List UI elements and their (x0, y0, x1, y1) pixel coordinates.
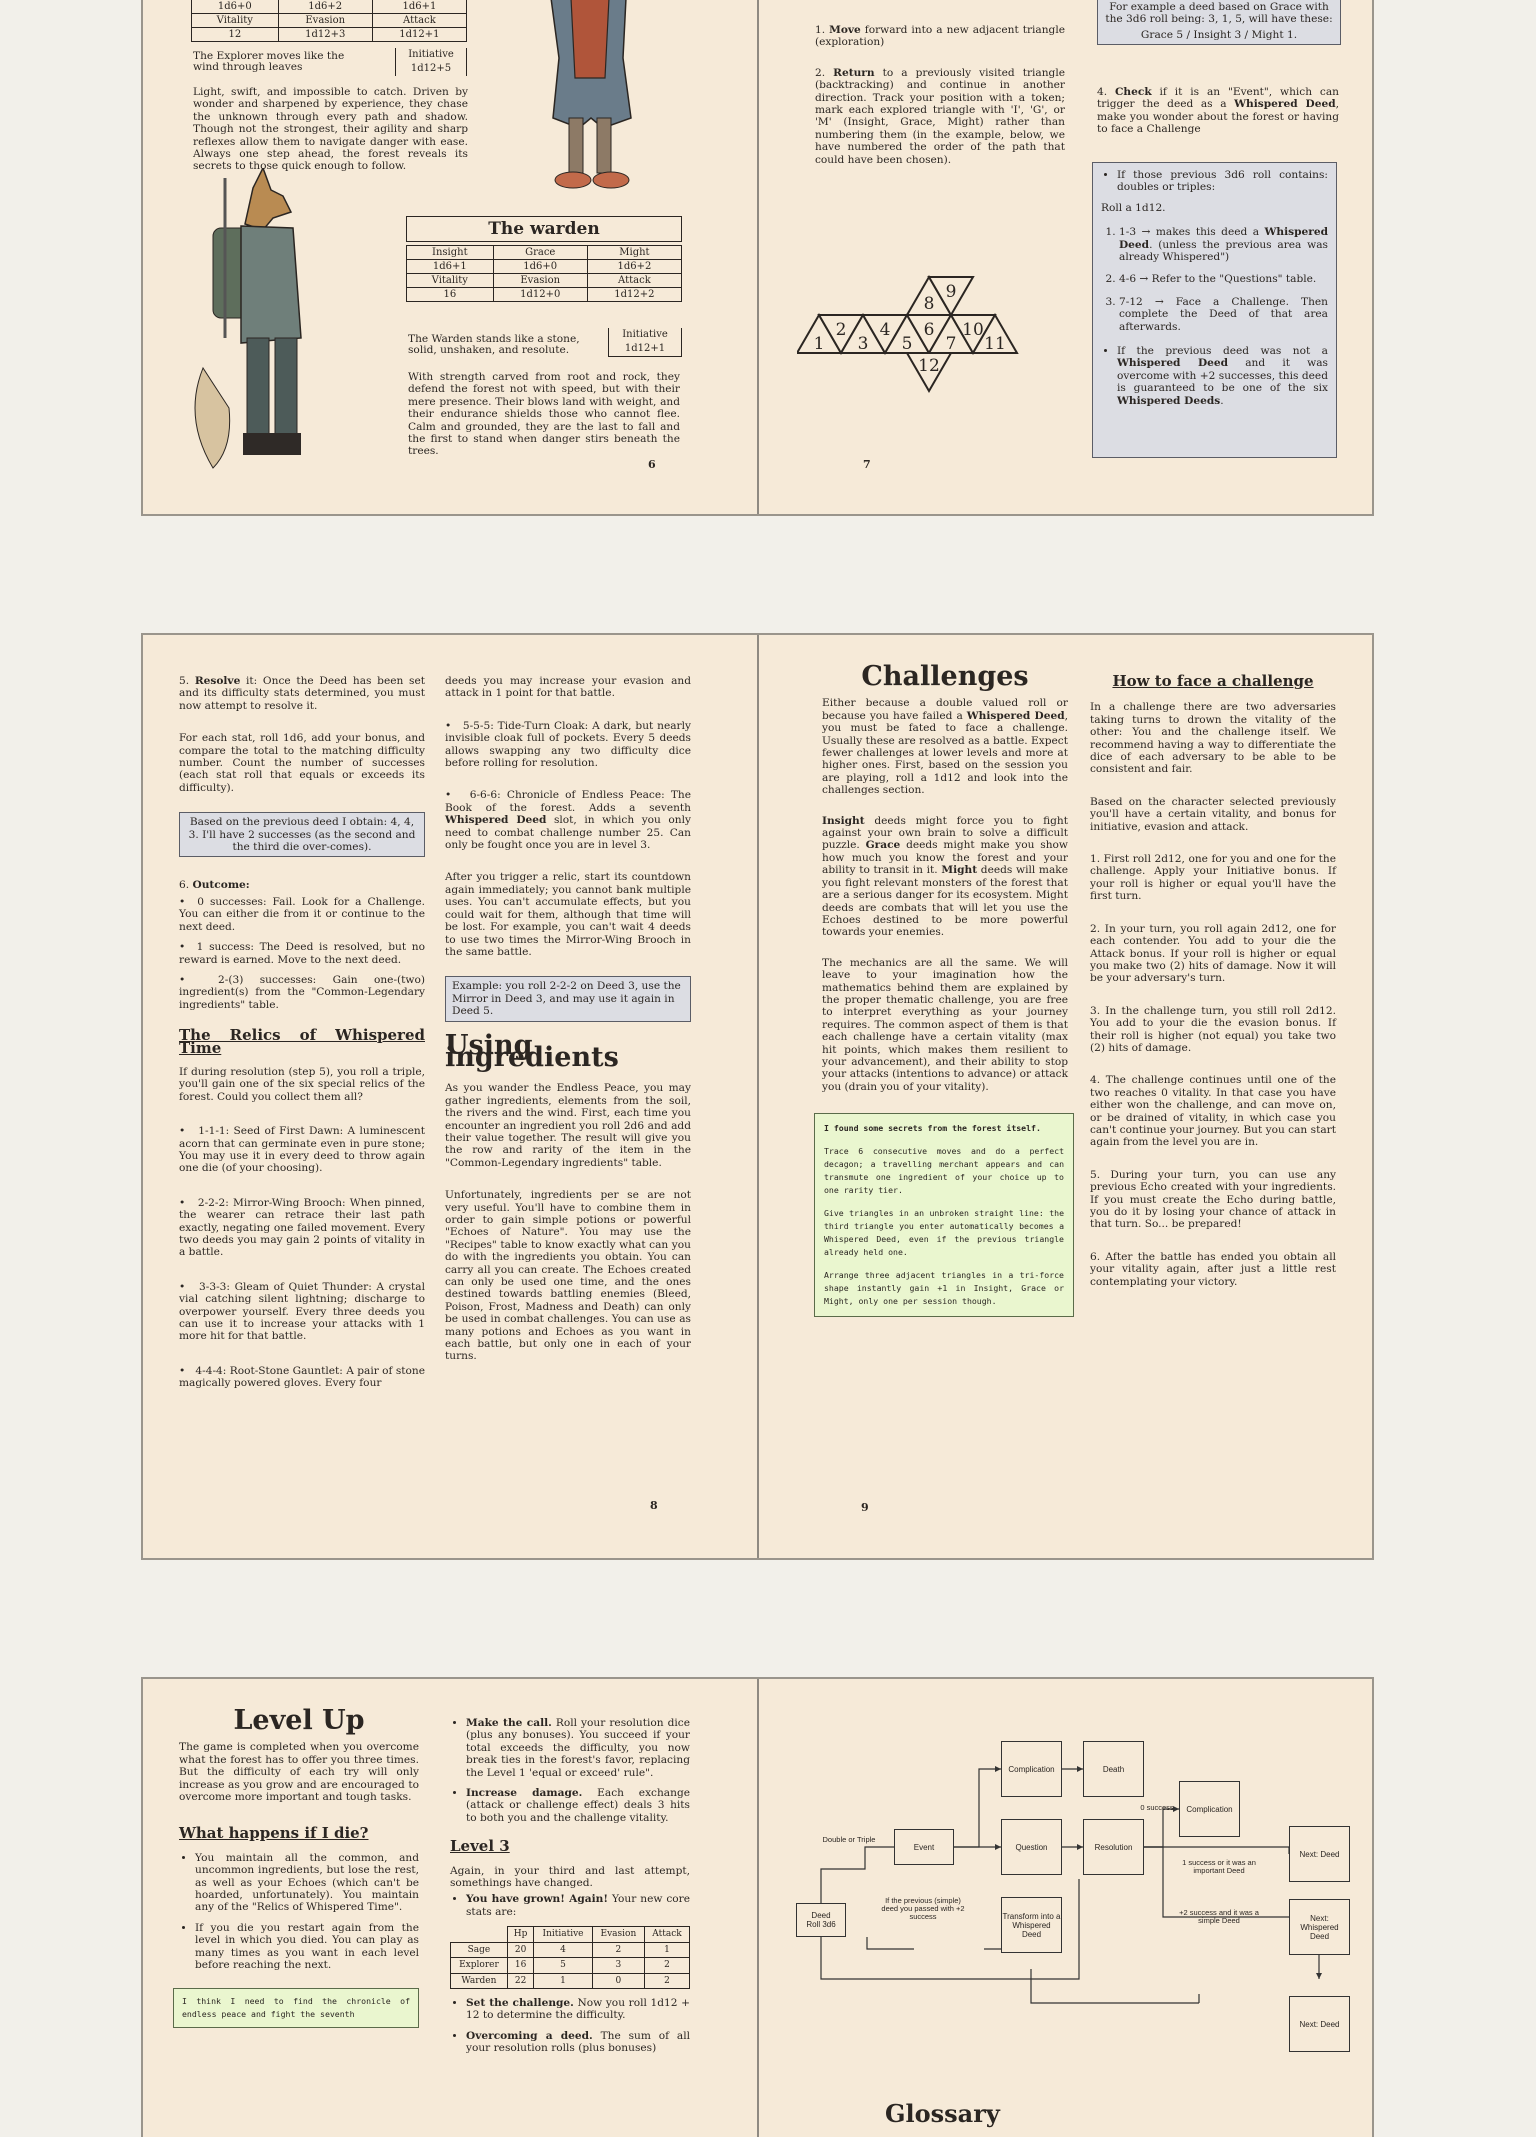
rule-keyword: Whispered Deeds (1117, 394, 1221, 407)
table-cell: 3 (592, 1958, 644, 1973)
rule-keyword: Make the call. (466, 1717, 552, 1729)
zero-success-label: 0 success (1140, 1803, 1174, 1812)
triangle-label: 12 (918, 356, 940, 376)
step-keyword: Resolve (194, 675, 241, 687)
table-cell: Sage (451, 1942, 508, 1957)
table-row (451, 1942, 690, 1957)
rule-text: 7-12 → Face a Challenge. Then complete the Deed of that area afterwards. (1119, 295, 1328, 333)
paragraph: In a challenge there are two adversaries taking turns to drown the vitality of the other: You and the challenge itself. We recommend having a way to differentiate the dice of each adversary to be able to be consistent and fair. (1090, 701, 1336, 776)
note-text: Arrange three adjacent triangles in a tri-force shape instantly gain +1 in Insight, Grace or Might, only one per session though. (824, 1270, 1064, 1307)
rule-keyword: You have grown! Again! (466, 1893, 609, 1906)
text: Either because a double valued roll or because you have failed a (822, 697, 1068, 722)
relic-example-box: Example: you roll 2-2-2 on Deed 3, use the Mirror in Deed 3, and may use it again in Deed 5. (445, 976, 691, 1021)
relic-text: 5-5-5: Tide-Turn Cloak: A dark, but nearly invisible cloak full of pockets. Every 5 deeds allows swapping any two difficulty dice before rolling for resolution. (445, 719, 691, 770)
one-success-label: 1 success or it was an important Deed (1182, 1858, 1256, 1875)
stat-cell: Vitality (192, 14, 279, 28)
relic-text: 1-1-1: Seed of First Dawn: A luminescent acorn that can germinate even in pure stone; You may use it in every deed to throw again one die (of your choosing). (179, 1125, 425, 1175)
rule-item (1119, 273, 1328, 285)
relic-item: • 1-1-1: Seed of First Dawn: A luminescent acorn that can germinate even in pure stone; You may use it in every deed to throw again one die (of your choosing). (179, 1125, 425, 1175)
rule-text: The sum of all your resolution rolls (plus bonuses) (466, 2029, 690, 2055)
page10-column-2 (450, 1717, 690, 2063)
explorer-illustration (531, 0, 651, 208)
step-number: 6. (179, 879, 190, 892)
successes-example-box: Based on the previous deed I obtain: 4, 4, 3. I'll have 2 successes (as the second and the third die over-comes). (179, 812, 425, 857)
level-rule (466, 2030, 690, 2055)
stat-cell: 1d6+0 (192, 0, 279, 14)
warden-title: The warden (406, 216, 682, 242)
resolution-node: Resolution (1083, 1819, 1144, 1875)
keyword: Insight (822, 814, 865, 827)
keyword: Grace (865, 839, 901, 852)
question-node: Question (1001, 1819, 1062, 1875)
challenge-step: 1. First roll 2d12, one for you and one for the challenge. Apply your Initiative bonus. If your roll is higher or equal you'll have the first turn. (1090, 853, 1336, 903)
explorer-description: Light, swift, and impossible to catch. Driven by wonder and sharpened by experience, they chase the unknown through every path and shadow. Though not the strongest, their agility and sharp reflexes allow them to navigate danger with ease. Always one step ahead, the forest reveals its secrets to those quick enough to follow. (193, 86, 468, 173)
table-cell: 2 (592, 1942, 644, 1957)
triangle-label: 3 (857, 334, 869, 354)
triangle-label: 9 (945, 282, 957, 302)
spread-pages-8-9 (141, 633, 1374, 1560)
level-3-heading: Level 3 (450, 1837, 510, 1856)
challenge-step: 5. During your turn, you can use any previous Echo created with your ingredients. If you must create the Echo during battle, you do it by losing your chance of attack in that turn. So... be prepared! (1090, 1168, 1336, 1231)
rule-bullet: • If those previous 3d6 roll contains: doubles or triples: (1117, 169, 1328, 194)
page9-column-2 (1090, 673, 1336, 1299)
step-keyword: Check (1115, 86, 1152, 98)
page-11 (759, 1679, 1373, 2137)
level-rule (466, 1997, 690, 2022)
triangle-label: 8 (923, 294, 935, 314)
text: deeds might force you to fight against your own brain to solve a difficult puzzle. (822, 814, 1068, 852)
level3-stat-table (450, 1926, 690, 1989)
challenge-step: 4. The challenge continues until one of the two reaches 0 vitality. In that case you have either won the challenge, and can move on, or be drained of vitality, in which case you can't continue your journey. But you can start again from the level you are in. (1090, 1074, 1336, 1149)
triangle-label: 2 (835, 320, 847, 340)
keyword: Whispered Deed (966, 709, 1065, 722)
stat-cell: 1d12+0 (493, 288, 587, 302)
step-text: it: Once the Deed has been set and its difficulty stats determined, you must now attempt to resolve it. (179, 675, 425, 712)
table-cell: 22 (507, 1973, 533, 1988)
initiative-label: Initiative (622, 329, 668, 340)
challenge-step: 3. In the challenge turn, you still roll 2d12. You add to your die the evasion bonus. If their roll is higher (not equal) you take two (2) hits of damage. (1090, 1004, 1336, 1054)
stat-cell: Vitality (407, 274, 494, 288)
table-header: Attack (645, 1927, 690, 1942)
deed-roll-node: Deed Roll 3d6 (796, 1903, 846, 1937)
keyword: Might (941, 864, 978, 877)
stat-cell: Evasion (278, 14, 372, 28)
triangle-label: 5 (901, 334, 913, 354)
double-triple-label: Double or Triple (822, 1835, 876, 1844)
stat-cell: Grace (493, 246, 587, 260)
triangle-label: 6 (923, 320, 935, 340)
relic-text: slot, in which you only need to combat challenge number 25. Can only be fought once you are in level 3. (445, 814, 692, 852)
challenge-step: 2. In your turn, you roll again 2d12, one for each contender. You add to your die the Attack bonus. If your roll is higher or equal you make two (2) hits of damage. Now it will be your adversary's turn. (1090, 922, 1336, 985)
stat-cell: Might (587, 246, 681, 260)
triangle-label: 7 (945, 334, 957, 354)
note-text: I found some secrets from the forest itself. (824, 1123, 1041, 1134)
triangle-label: 10 (962, 320, 984, 340)
page9-column-1 (822, 661, 1068, 1317)
stat-cell: 1d6+0 (493, 260, 587, 274)
die-item: • You maintain all the common, and uncommon ingredients, but lose the rest, as well as your Echoes (which can't be hoarded, unfortunately). You maintain any of the "Relics of Whispered Time". (195, 1852, 419, 1914)
step-keyword: Outcome: (192, 879, 250, 892)
box-text: For example a deed based on Grace with the 3d6 roll being: 3, 1, 5, will have these: (1105, 1, 1333, 26)
rule-text: and it was overcome with +2 successes, this deed is guaranteed to be one of the six (1117, 357, 1328, 395)
previous-deed-label: If the previous (simple) deed you passed with +2 success (881, 1896, 965, 1921)
plus-two-label: +2 success and it was a simple Deed (1179, 1908, 1259, 1925)
challenge-step: 6. After the battle has ended you obtain all your vitality again, after just a little rest contemplating your victory. (1090, 1250, 1336, 1288)
step-number: 4. (1097, 86, 1108, 98)
relic-item: • 6-6-6: Chronicle of Endless Peace: The Book of the forest. Adds a seventh Whispered Deed slot, in which you only need to combat challenge number 25. Can only be fought once you are in level 3. (445, 789, 692, 852)
warden-stat-table (406, 245, 682, 302)
rule-keyword: Increase damage. (466, 1787, 583, 1800)
note-text: Trace 6 consecutive moves and do a perfect decagon; a travelling merchant appears and can transmute one ingredient of your choice up to one rarity tier. (824, 1146, 1064, 1196)
rule-text: If the previous deed was not a (1117, 345, 1328, 358)
rule-text: . (1220, 394, 1224, 407)
triangle-label: 1 (813, 334, 825, 354)
page-number: 9 (861, 1501, 869, 1514)
event-node: Event (894, 1829, 954, 1865)
page-10 (143, 1679, 757, 2137)
relic-text: 3-3-3: Gleam of Quiet Thunder: A crystal vial catching silent lightning; discharge to overpower yourself. Every three deeds you can use it to increase your attacks with 1 more hit for that battle. (179, 1280, 425, 1343)
rule-text: . (unless the previous area was already Whispered") (1119, 238, 1328, 264)
explorer-caption: The Explorer moves like the wind through leaves (193, 50, 345, 73)
spread-pages-10-11 (141, 1677, 1374, 2137)
step-text: , make you wonder about the forest or having to face a Challenge (1097, 98, 1339, 136)
doubles-rule-box (1092, 162, 1337, 458)
rule-item (1119, 296, 1328, 333)
paragraph: Again, in your third and last attempt, somethings have changed. (450, 1864, 690, 1890)
check-step (1097, 86, 1339, 136)
paragraph: If during resolution (step 5), you roll a triple, you'll gain one of the six special relics of the forest. Could you collect them all? (179, 1065, 425, 1103)
rule-text: Your new core stats are: (466, 1893, 690, 1918)
note-text: Give triangles in an unbroken straight line: the third triangle you enter automatically becomes a Whispered Deed, even if the previous triangle already held one. (824, 1208, 1064, 1258)
stat-cell: 12 (192, 28, 279, 42)
death-node: Death (1083, 1741, 1144, 1797)
step-number: 1. (815, 24, 826, 36)
paragraph: Unfortunately, ingredients per se are not very useful. You'll have to combine them in order to gain simple potions or powerful "Echoes of Nature". You may use the "Recipes" table to know exactly what can you do with the ingredients you obtain. You can carry all you can create. The Echoes created can only be used one time, and the ones destined towards battling enemies (Bleed, Poison, Frost, Madness and Death) can only be used in combat challenges. You can use as many potions and Echoes as you want in each battle, but only one in each of your turns. (445, 1189, 691, 1363)
rule-keyword: Whispered Deed (1119, 226, 1328, 251)
warden-caption: The Warden stands like a stone, solid, unshaken, and resolute. (408, 333, 580, 356)
level-rule (466, 1893, 690, 1918)
paragraph: As you wander the Endless Peace, you may gather ingredients, elements from the soil, the rivers and the wind. First, each time you encounter an ingredient you roll 2d6 and add their value together. The result will give you the row and rarity of the item in the "Common-Legendary ingredients" table. (445, 1082, 691, 1169)
step-number: 2. (815, 66, 826, 79)
stat-cell: 1d12+3 (278, 28, 372, 42)
triangle-label: 11 (984, 334, 1006, 354)
stat-cell: 1d6+2 (278, 0, 372, 14)
stat-cell: Evasion (493, 274, 587, 288)
stat-cell: 1d6+1 (372, 0, 466, 14)
rule-text: Now you roll 1d12 + 12 to determine the difficulty. (466, 1996, 690, 2022)
rule-text: 4-6 → Refer to the "Questions" table. (1119, 273, 1317, 286)
page-number: 6 (648, 458, 656, 471)
step-text: if it is an "Event", which can trigger the deed as a (1097, 86, 1340, 111)
table-cell: 0 (592, 1973, 644, 1988)
page-number: 8 (650, 1499, 658, 1512)
relic-item: • 4-4-4: Root-Stone Gauntlet: A pair of stone magically powered gloves. Every four (179, 1364, 425, 1390)
challenges-heading: Challenges (861, 661, 1029, 692)
step-keyword: Return (833, 66, 875, 79)
table-cell: 5 (534, 1958, 592, 1973)
glossary-heading: Glossary (885, 2099, 1000, 2128)
table-header: Evasion (592, 1927, 644, 1942)
rule-bullet (1117, 345, 1328, 407)
initiative-label: Initiative (408, 49, 454, 60)
page-8 (143, 635, 757, 1558)
step-text: to a previously visited triangle (backtracking) and continue in another direction. Track your position with a token; mark each explored triangle with 'I', 'G', or 'M' (Insight, Grace, Might) rather than numbering them (in the example, below, we have numbered the order of the path that could have been chosen). (815, 66, 1065, 166)
text: , you must be fated to face a challenge. Usually these are resolved as a battle. Expect fewer challenges at lower levels and more at higher ones. First, based on the session you are playing, roll a 1d12 and look into the challenges section. (822, 709, 1068, 797)
triangle-label: 4 (879, 320, 891, 340)
stat-cell: 1d12+2 (587, 288, 681, 302)
table-cell: 20 (507, 1942, 533, 1957)
complication-node: Complication (1179, 1781, 1240, 1837)
warden-initiative (608, 328, 682, 357)
box-text: Grace 5 / Insight 3 / Might 1. (1140, 28, 1298, 41)
table-header: Initiative (534, 1927, 592, 1942)
stat-cell: 16 (407, 288, 494, 302)
stat-cell: Insight (407, 246, 494, 260)
table-cell: 16 (507, 1958, 533, 1973)
paragraph: The game is completed when you overcome what the forest has to offer you three times. But the difficulty of each try will only increase as you grow and are encouraged to overcome more important and tough tasks. (179, 1741, 419, 1804)
table-cell: 1 (534, 1973, 592, 1988)
chronicle-note-box: I think I need to find the chronicle of endless peace and fight the seventh (173, 1988, 419, 2028)
next-deed-node: Next: Deed (1289, 1996, 1350, 2052)
stat-cell: Attack (372, 14, 466, 28)
text: deeds might make you show how much you know the forest and your ability to transit in it. (822, 839, 1068, 877)
relic-text: 4-4-4: Root-Stone Gauntlet: A pair of stone magically powered gloves. Every four (179, 1364, 425, 1390)
move-step (815, 24, 1065, 177)
explorer-stat-table (191, 0, 467, 42)
transform-node: Transform into a Whispered Deed (1001, 1897, 1062, 1953)
outcome-item: • 1 success: The Deed is resolved, but no reward is earned. Move to the next deed. (179, 941, 426, 966)
rule-keyword: Set the challenge. (466, 1996, 574, 2009)
table-cell: 2 (645, 1973, 690, 1988)
relic-item: • 5-5-5: Tide-Turn Cloak: A dark, but nearly invisible cloak full of pockets. Every 5 deeds allows swapping any two difficulty dice before rolling for resolution. (445, 719, 691, 770)
table-cell: 4 (534, 1942, 592, 1957)
stat-cell: Attack (587, 274, 681, 288)
page10-column-1 (179, 1705, 419, 2028)
step-text: forward into a new adjacent triangle (exploration) (815, 24, 1065, 49)
outcome-item: • 2-(3) successes: Gain one-(two) ingredient(s) from the "Common-Legendary ingredients" table. (179, 973, 425, 1011)
page-9 (759, 635, 1373, 1558)
wolf-warden-illustration (183, 168, 333, 488)
rule-text: Roll your resolution dice (plus any bonuses). You succeed if your total exceeds the difficulty, you now break ties in the forest's favor, replacing the Level 1 'equal or exceed' rule". (466, 1717, 690, 1779)
text: deeds will make you fight relevant monsters of the forest that are a serious danger for its ecosystem. Might deeds are combats that will let you use the Echoes destined to be more powerful towards your enemies. (822, 864, 1068, 939)
stat-cell: 1d6+2 (587, 260, 681, 274)
die-item: • If you die you restart again from the level in which you died. You can play as many times as you want in each level before reaching the next. (195, 1922, 419, 1972)
page8-column-2 (445, 675, 691, 1374)
warden-description: With strength carved from root and rock, they defend the forest not with speed, but with their mere presence. Their blows land with weight, and their endurance shields those who cannot flee. Calm and grounded, they are the last to fall and the first to stand when danger stirs beneath the trees. (408, 371, 680, 458)
step-number: 5. (179, 675, 190, 687)
next-deed-node: Next: Deed (1289, 1826, 1350, 1882)
next-whispered-node: Next: Whispered Deed (1289, 1899, 1350, 1955)
page-6 (143, 0, 757, 514)
rule-keyword: Whispered Deed (1117, 357, 1229, 370)
outcome-text: 2-(3) successes: Gain one-(two) ingredient(s) from the "Common-Legendary ingredients" table. (179, 973, 425, 1011)
table-row (451, 1958, 690, 1973)
relics-heading: The Relics of Whispered Time (179, 1026, 425, 1057)
table-cell: Explorer (451, 1958, 508, 1973)
triangle-path-diagram (797, 253, 1073, 403)
rule-keyword: Overcoming a deed. (466, 2029, 593, 2042)
outcome-item: • 0 successes: Fail. Look for a Challenge. You can either die from it or continue to the next deed. (179, 895, 426, 933)
paragraph: For each stat, roll 1d6, add your bonus, and compare the total to the matching difficulty number. Count the number of successes (each stat roll that equals or exceeds its difficulty). (179, 732, 425, 794)
how-to-face-heading: How to face a challenge (1112, 672, 1314, 690)
level-up-heading: Level Up (233, 1705, 365, 1736)
level-rule (466, 1717, 690, 1779)
paragraph: deeds you may increase your evasion and attack in 1 point for that battle. (445, 675, 691, 700)
ingredients-heading: Using ingredients (445, 1029, 619, 1073)
initiative-value: 1d12+1 (624, 343, 666, 354)
paragraph: The mechanics are all the same. We will leave to your imagination how the mathematics behind them are explained by the proper thematic challenge, you are free to interpret everything as your journey requires. The common aspect of them is that each challenge have a certain vitality (max hit points, which makes them resilient to your advancement), and their ability to stop your attacks (intentions to advance) or attack you (drain you of your vitality). (822, 956, 1068, 1093)
stat-cell: 1d12+1 (372, 28, 466, 42)
initiative-value: 1d12+5 (410, 63, 452, 74)
page-number: 7 (863, 458, 871, 471)
page8-column-1 (179, 675, 425, 1401)
paragraph: Based on the character selected previously you'll have a certain vitality, and bonus for initiative, evasion and attack. (1090, 795, 1336, 833)
table-cell: 1 (645, 1942, 690, 1957)
relic-item: • 3-3-3: Gleam of Quiet Thunder: A crystal vial catching silent lightning; discharge to overpower yourself. Every three deeds you can use it to increase your attacks with 1 more hit for that battle. (179, 1280, 425, 1343)
explorer-initiative (395, 48, 467, 76)
rule-roll: Roll a 1d12. (1101, 201, 1166, 214)
grace-example-box (1097, 0, 1341, 45)
step-keyword: Whispered Deed (1234, 98, 1336, 111)
table-row (451, 1973, 690, 1988)
table-cell: Warden (451, 1973, 508, 1988)
die-heading: What happens if I die? (179, 1824, 369, 1843)
secrets-note-box (814, 1113, 1074, 1317)
page-7 (759, 0, 1373, 514)
step-keyword: Move (829, 24, 861, 36)
outcome-text: 0 successes: Fail. Look for a Challenge. You can either die from it or continue to the next deed. (179, 895, 426, 933)
complication-node: Complication (1001, 1741, 1062, 1797)
spread-pages-6-7 (141, 0, 1374, 516)
relic-item: • 2-2-2: Mirror-Wing Brooch: When pinned, the wearer can retrace their last path exactly, negating one failed movement. Every two deeds you may gain 2 points of vitality in a battle. (179, 1196, 425, 1259)
relic-text: 6-6-6: Chronicle of Endless Peace: The Book of the forest. Adds a seventh (445, 789, 691, 814)
rule-text: 1-3 → makes this deed a (1119, 226, 1265, 239)
paragraph: After you trigger a relic, start its countdown again immediately; you cannot bank multiple uses. You can't accumulate effects, but you could wait for them, although that time will be lost. For example, you can't wait 4 deeds to use two times the Mirror-Wing Brooch in the same battle. (445, 871, 691, 958)
table-header: Hp (507, 1927, 533, 1942)
stat-cell: 1d6+1 (407, 260, 494, 274)
table-header (451, 1927, 508, 1942)
rule-item (1119, 226, 1328, 263)
level-rule (466, 1787, 690, 1824)
table-cell: 2 (645, 1958, 690, 1973)
outcome-text: 1 success: The Deed is resolved, but no reward is earned. Move to the next deed. (179, 941, 426, 966)
relic-keyword: Whispered Deed (445, 814, 547, 827)
rule-text: Each exchange (attack or challenge effect) deals 3 hits to both you and the challenge vitality. (466, 1787, 691, 1824)
relic-text: 2-2-2: Mirror-Wing Brooch: When pinned, the wearer can retrace their last path exactly, negating one failed movement. Every two deeds you may gain 2 points of vitality in a battle. (179, 1196, 425, 1259)
deed-flowchart-connectors (759, 1679, 1373, 2079)
